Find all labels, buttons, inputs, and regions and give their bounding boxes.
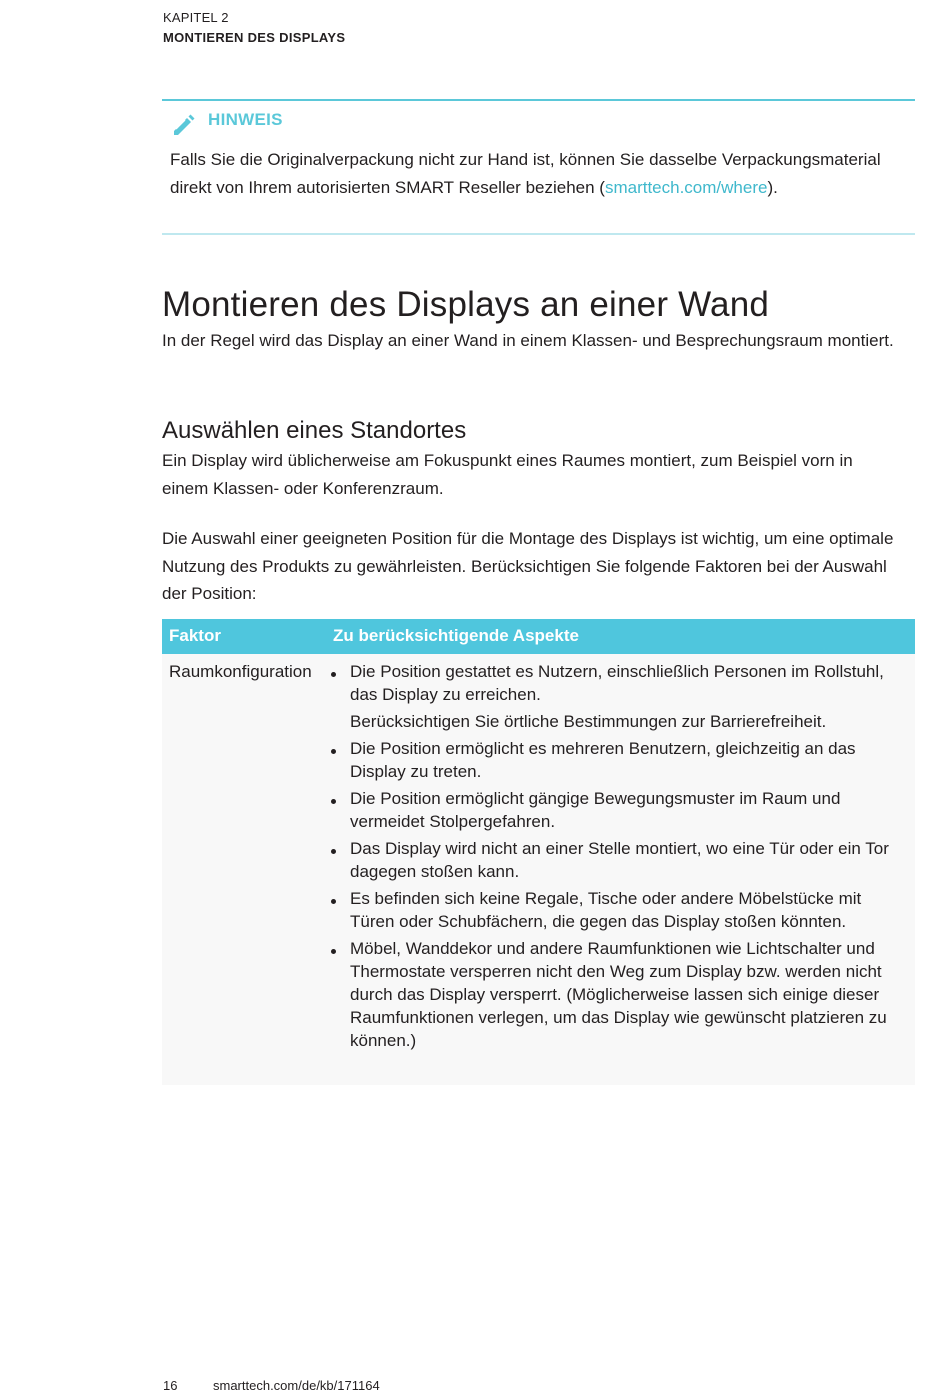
page-number: 16 <box>163 1378 178 1393</box>
note-text-after: ). <box>767 177 778 197</box>
list-item-text: Es befinden sich keine Regale, Tische oder andere Möbelstücke mit Türen oder Schubfächern, die gegen das Display stoßen könnten. <box>350 889 862 931</box>
list-item-text: Die Position gestattet es Nutzern, einschließlich Personen im Rollstuhl, das Display zu erreichen. <box>350 662 884 704</box>
note-label: HINWEIS <box>208 110 283 129</box>
list-item <box>350 660 905 733</box>
reseller-link[interactable]: smarttech.com/where <box>604 177 768 197</box>
list-item <box>350 887 905 933</box>
bullet-icon <box>329 937 339 960</box>
section-intro: In der Regel wird das Display an einer Wand in einem Klassen- und Besprechungsraum montiert. <box>162 331 894 350</box>
bullet-icon <box>329 887 339 910</box>
table-row <box>162 654 915 1085</box>
list-item-text: Möbel, Wanddekor und andere Raumfunktionen wie Lichtschalter und Thermostate versperren nicht den Weg zum Display bzw. werden nicht durch das Display versperrt. (Möglicherweise lassen sich einige dieser Raumfunktionen verlegen, um das Display wie gewünscht platzieren zu können.) <box>350 939 887 1050</box>
note-text <box>170 146 890 201</box>
column-header-aspects: Zu berücksichtigende Aspekte <box>333 626 579 645</box>
list-item <box>350 737 905 783</box>
list-item <box>350 837 905 883</box>
bullet-icon <box>329 787 339 810</box>
column-header-factor: Faktor <box>169 626 221 645</box>
list-item-note: Berücksichtigen Sie örtliche Bestimmungen zur Barrierefreiheit. <box>350 712 827 731</box>
list-item-text: Die Position ermöglicht es mehreren Benutzern, gleichzeitig an das Display zu treten. <box>350 739 856 781</box>
subsection-heading: Auswählen eines Standortes <box>162 417 467 444</box>
list-item <box>350 937 905 1052</box>
bullet-icon <box>329 837 339 860</box>
note-box <box>162 99 915 235</box>
table-header-row <box>162 619 915 654</box>
section-heading: Montieren des Displays an einer Wand <box>162 285 770 324</box>
bullet-icon <box>329 737 339 760</box>
factors-table <box>162 619 915 1085</box>
chapter-label: KAPITEL 2 <box>163 10 229 25</box>
list-item <box>350 787 905 833</box>
chapter-title: MONTIEREN DES DISPLAYS <box>163 30 346 45</box>
list-item-text: Das Display wird nicht an einer Stelle montiert, wo eine Tür oder ein Tor dagegen stoßen kann. <box>350 839 889 881</box>
aspects-list <box>350 660 905 1056</box>
subsection-para-1: Ein Display wird üblicherweise am Fokuspunkt eines Raumes montiert, zum Beispiel vorn in einem Klassen- oder Konferenzraum. <box>162 451 853 498</box>
footer-url[interactable]: smarttech.com/de/kb/171164 <box>213 1378 380 1393</box>
factor-cell: Raumkonfiguration <box>169 662 312 681</box>
list-item-text: Die Position ermöglicht gängige Bewegungsmuster im Raum und vermeidet Stolpergefahren. <box>350 789 841 831</box>
subsection-para-2: Die Auswahl einer geeigneten Position für die Montage des Displays ist wichtig, um eine optimale Nutzung des Produkts zu gewährleisten. Berücksichtigen Sie folgende Faktoren bei der Auswahl der Position: <box>162 529 894 603</box>
pencil-icon <box>170 111 196 137</box>
note-text-before: Falls Sie die Originalverpackung nicht zur Hand ist, können Sie dasselbe Verpackungsmaterial direkt von Ihrem autorisierten SMART Reseller beziehen ( <box>170 150 881 197</box>
bullet-icon <box>329 660 339 683</box>
running-header <box>163 8 345 48</box>
